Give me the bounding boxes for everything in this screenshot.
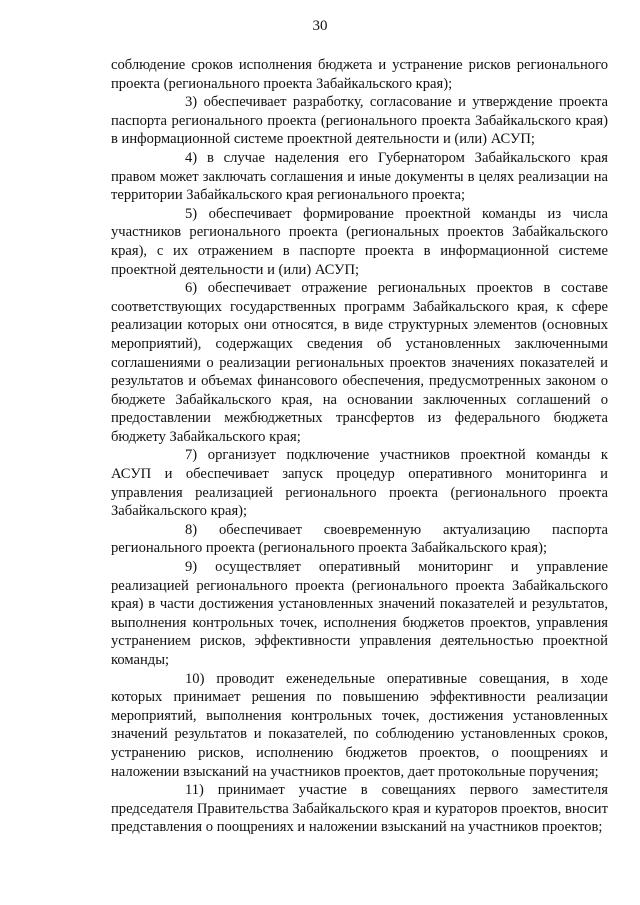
page-number: 30 — [312, 18, 328, 34]
item-text: обеспечивает своевременную актуализацию паспорта регионального проекта (регионального проекта Забайкальского края); — [111, 521, 608, 557]
item-number: 7) — [185, 447, 198, 464]
list-item-7 — [111, 446, 608, 520]
item-number: 11) — [185, 782, 204, 799]
item-number: 6) — [185, 280, 198, 297]
list-item-3 — [111, 93, 608, 149]
list-item-11 — [111, 781, 608, 837]
item-number: 4) — [185, 149, 198, 166]
item-text: осуществляет оперативный мониторинг и управление реализацией регионального проекта (регионального проекта Забайкальского края) в части достижения установленных значений показателей и результатов, выполнения контрольных точек, исполнения бюджетов проектов, управления устранением рисков, эффективности управления деятельностью проектной команды; — [111, 559, 608, 668]
list-item-8 — [111, 521, 608, 558]
list-item-6 — [111, 279, 608, 446]
item-number: 3) — [185, 94, 198, 111]
item-text: принимает участие в совещаниях первого заместителя председателя Правительства Забайкальского края и кураторов проектов, вносит представления о поощрениях и наложении взысканий на участников проектов; — [111, 782, 608, 836]
item-number: 5) — [185, 205, 198, 222]
item-text: обеспечивает отражение региональных проектов в составе соответствующих государственных программ Забайкальского края, к сфере реализации которых они относятся, в виде структурных элементов (основных мероприятий), содержащих сведения об установленных заключенными соглашениями о реализации региональных проектов значениях показателей и результатов и объемах финансового обеспечения, предусмотренных законом о бюджете Забайкальского края, на основании заключенных соглашений о предоставлении межбюджетных трансфертов из федерального бюджета бюджету Забайкальского края; — [111, 280, 608, 445]
document-body — [111, 56, 608, 837]
item-text: в случае наделения его Губернатором Забайкальского края правом может заключать соглашения и иные документы в целях реализации на территории Забайкальского края регионального проекта; — [111, 149, 608, 204]
list-item-4 — [111, 149, 608, 205]
list-item-10 — [111, 670, 608, 782]
item-number: 9) — [185, 559, 198, 576]
item-number: 10) — [185, 670, 205, 687]
list-item-9 — [111, 558, 608, 670]
item-text: обеспечивает разработку, согласование и утверждение проекта паспорта регионального проекта (регионального проекта Забайкальского края) в информационной системе проектной деятельности и (или) АСУП; — [111, 94, 608, 148]
list-item-5 — [111, 205, 608, 279]
paragraph-continuation — [111, 56, 608, 93]
paragraph-text: соблюдение сроков исполнения бюджета и устранение рисков регионального проекта (регионального проекта Забайкальского края); — [111, 57, 608, 92]
item-text: проводит еженедельные оперативные совещания, в ходе которых принимает решения по повышению эффективности реализации мероприятий, выполнения контрольных точек, достижения установленных значений результатов и показателей, по соблюдению установленных сроков, устранению рисков, исполнению бюджетов проектов, о поощрениях и наложении взысканий на участников проектов, дает протокольные поручения; — [111, 670, 608, 780]
item-text: обеспечивает формирование проектной команды из числа участников регионального проекта (региональных проектов Забайкальского края), с их отражением в паспорте проекта в информационной системе проектной деятельности и (или) АСУП; — [111, 205, 608, 278]
item-text: организует подключение участников проектной команды к АСУП и обеспечивает запуск процедур оперативного мониторинга и управления реализацией регионального проекта (регионального проекта Забайкальского края); — [111, 447, 608, 520]
item-number: 8) — [185, 521, 198, 538]
